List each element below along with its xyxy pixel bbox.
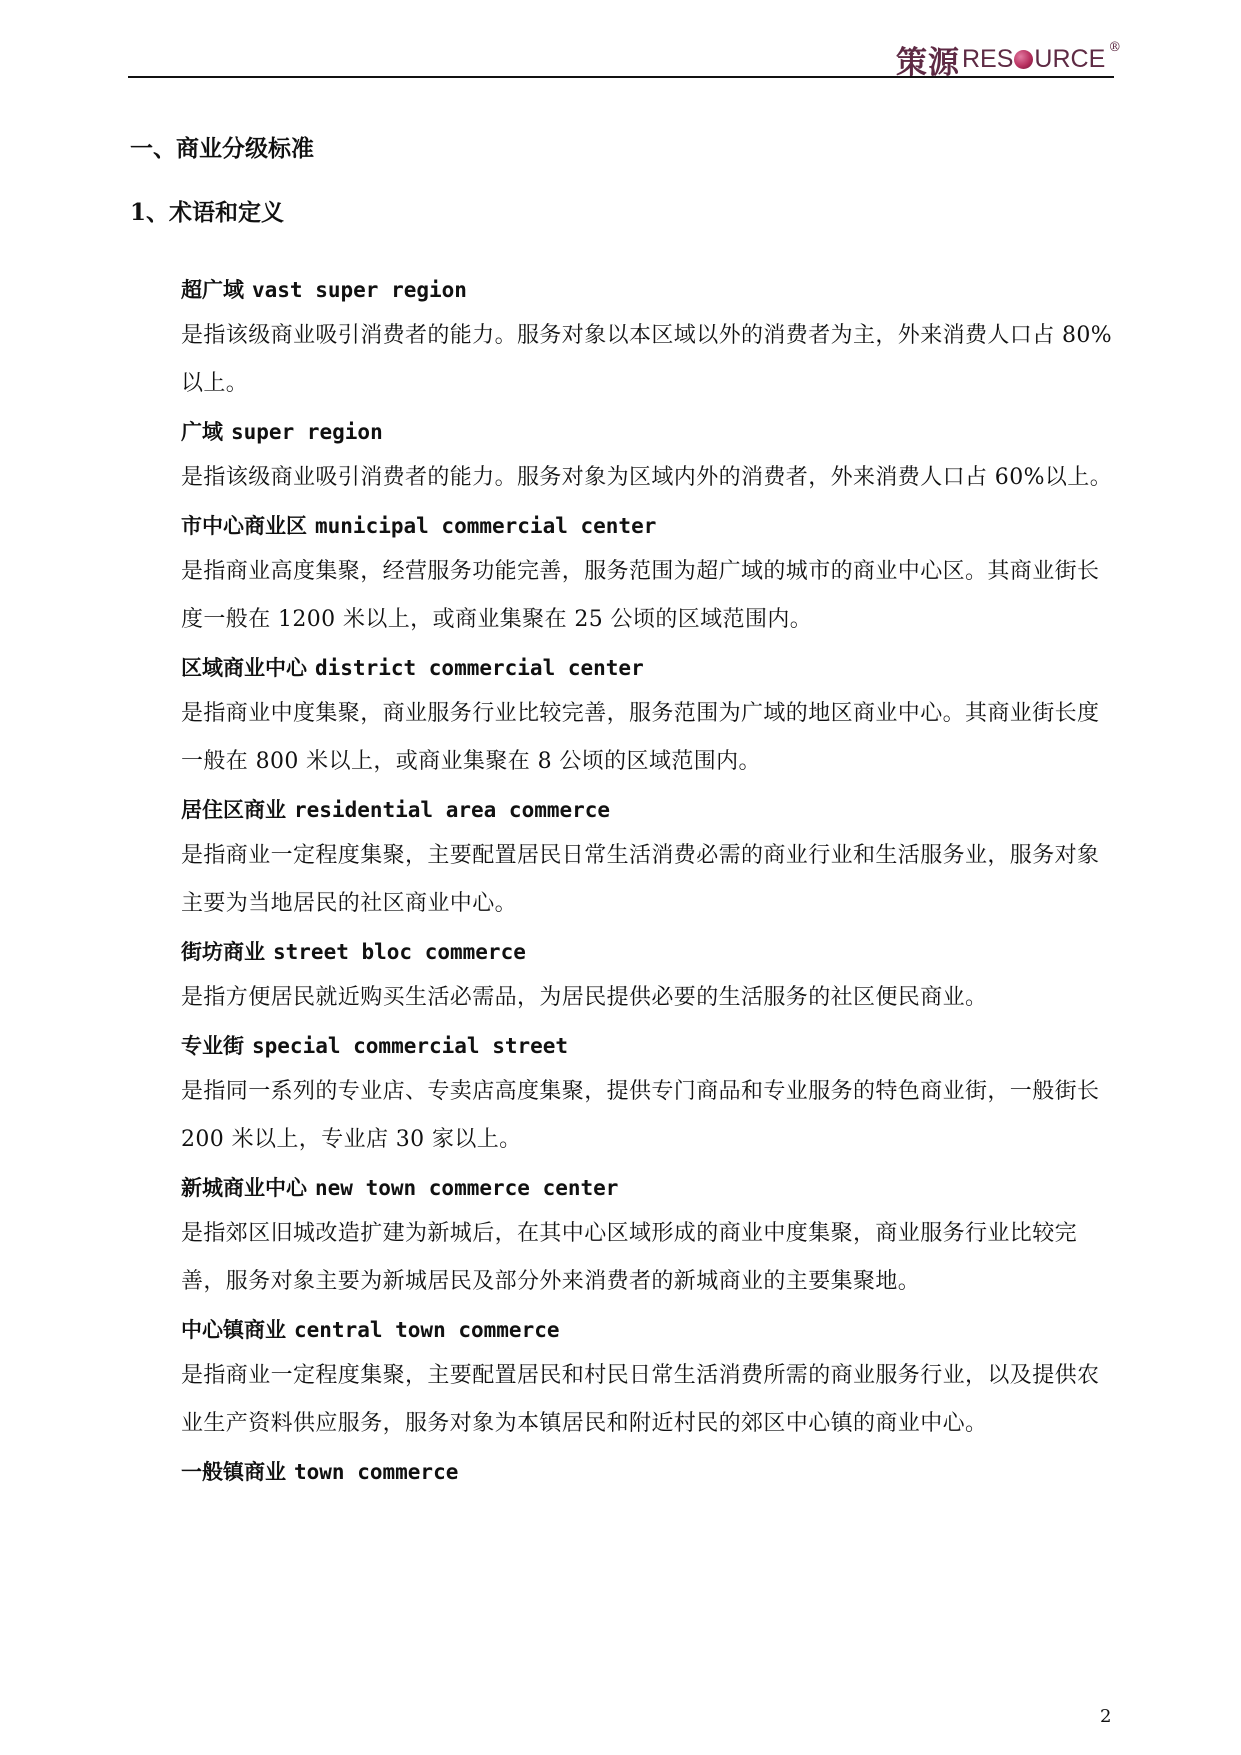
term-en: town commerce xyxy=(294,1460,459,1484)
term-cn: 超广域 xyxy=(181,277,244,302)
term-heading xyxy=(181,1024,1121,1068)
term-en: municipal commercial center xyxy=(315,514,657,538)
term-block xyxy=(181,268,1121,408)
term-block xyxy=(181,1166,1121,1306)
term-cn: 新城商业中心 xyxy=(181,1175,307,1200)
term-en: residential area commerce xyxy=(294,798,611,822)
term-definition: 是指郊区旧城改造扩建为新城后，在其中心区域形成的商业中度集聚，商业服务行业比较完善，服务对象主要为新城居民及部分外来消费者的新城商业的主要集聚地。 xyxy=(181,1221,1078,1294)
logo-en-text xyxy=(962,45,1105,74)
term-block xyxy=(181,788,1121,928)
term-en: central town commerce xyxy=(294,1318,560,1342)
term-block xyxy=(181,410,1121,502)
term-block xyxy=(181,1024,1121,1164)
term-block xyxy=(181,930,1121,1022)
term-heading xyxy=(181,646,1121,690)
term-block xyxy=(181,646,1121,786)
term-cn: 广域 xyxy=(181,419,223,444)
term-heading xyxy=(181,1166,1121,1210)
term-heading xyxy=(181,788,1121,832)
term-en: special commercial street xyxy=(252,1034,569,1058)
terms-list xyxy=(181,268,1121,1494)
logo-en-right: URCE xyxy=(1034,44,1106,73)
header-rule xyxy=(128,76,1114,78)
logo-en-left: RES xyxy=(962,44,1014,73)
term-definition: 是指该级商业吸引消费者的能力。服务对象以本区域以外的消费者为主，外来消费人口占 80%以上。 xyxy=(181,323,1113,396)
term-en: new town commerce center xyxy=(315,1176,619,1200)
term-cn: 一般镇商业 xyxy=(181,1459,286,1484)
term-en: district commercial center xyxy=(315,656,644,680)
term-heading xyxy=(181,1450,1121,1494)
term-definition: 是指商业高度集聚，经营服务功能完善，服务范围为超广域的城市的商业中心区。其商业街长度一般在 1200 米以上，或商业集聚在 25 公顷的区域范围内。 xyxy=(181,559,1100,632)
term-cn: 居住区商业 xyxy=(181,797,286,822)
term-definition: 是指该级商业吸引消费者的能力。服务对象为区域内外的消费者，外来消费人口占 60%以上。 xyxy=(181,465,1113,490)
term-heading xyxy=(181,930,1121,974)
term-en: street bloc commerce xyxy=(273,940,526,964)
term-heading xyxy=(181,268,1121,312)
term-block xyxy=(181,1308,1121,1448)
term-heading xyxy=(181,504,1121,548)
term-cn: 中心镇商业 xyxy=(181,1317,286,1342)
term-definition: 是指商业一定程度集聚，主要配置居民日常生活消费必需的商业行业和生活服务业，服务对象主要为当地居民的社区商业中心。 xyxy=(181,843,1100,916)
term-heading xyxy=(181,410,1121,454)
registered-mark: ® xyxy=(1108,40,1122,55)
logo-ball-icon xyxy=(1014,50,1033,69)
term-heading xyxy=(181,1308,1121,1352)
term-definition: 是指商业中度集聚，商业服务行业比较完善，服务范围为广域的地区商业中心。其商业街长度一般在 800 米以上，或商业集聚在 8 公顷的区域范围内。 xyxy=(181,701,1100,774)
logo-cn-text: 策源 xyxy=(896,44,960,81)
company-logo xyxy=(896,38,1121,80)
term-definition: 是指方便居民就近购买生活必需品，为居民提供必要的生活服务的社区便民商业。 xyxy=(181,985,988,1010)
term-cn: 街坊商业 xyxy=(181,939,265,964)
term-definition: 是指同一系列的专业店、专卖店高度集聚，提供专门商品和专业服务的特色商业街，一般街长 200 米以上，专业店 30 家以上。 xyxy=(181,1079,1100,1152)
section-title: 一、商业分级标准 xyxy=(130,135,314,162)
page-number: 2 xyxy=(1100,1706,1112,1727)
term-cn: 专业街 xyxy=(181,1033,244,1058)
term-cn: 区域商业中心 xyxy=(181,655,307,680)
term-cn: 市中心商业区 xyxy=(181,513,307,538)
term-en: vast super region xyxy=(252,278,467,302)
term-definition: 是指商业一定程度集聚，主要配置居民和村民日常生活消费所需的商业服务行业，以及提供农业生产资料供应服务，服务对象为本镇居民和附近村民的郊区中心镇的商业中心。 xyxy=(181,1363,1100,1436)
term-en: super region xyxy=(231,420,383,444)
term-block xyxy=(181,1450,1121,1494)
term-block xyxy=(181,504,1121,644)
subsection-title: 1、术语和定义 xyxy=(130,199,285,226)
